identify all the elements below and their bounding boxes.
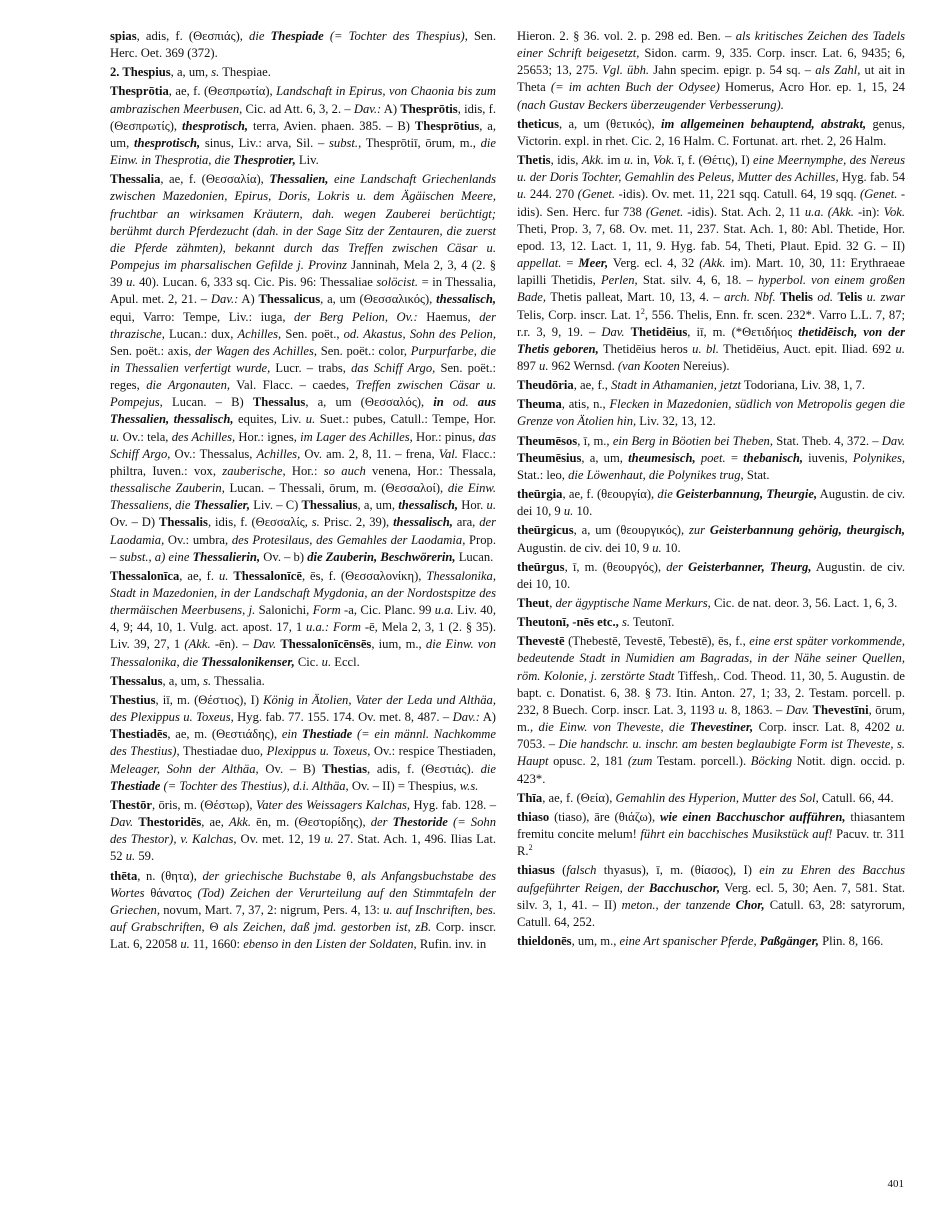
dictionary-entry: Theutonī, -nēs etc., s. Teutonī. [517,615,675,630]
dictionary-entry: Thestius, iī, m. (Θέστιος), I) König in Ätolien, Vater der Leda und Althäa, des Plexippus u. Toxeus, Hyg. fab. 77. 155. 174. Ov. met. 8, 487. – Dav.: A) Thestiadēs, ae, m. (Θεστιάδης), ein Thestiade (= ein männl. Nachkomme des Thestius), Thestiadae duo, Plexippus u. Toxeus, Ov.: respice Thestiaden, Meleager, Sohn der Althäa, Ov. – B) Thestias, adis, f. (Θεστιάς). die Thestiade (= Tochter des Thestius), d.i. Althäa, Ov. – II) = Thespius, w.s. [110,692,497,793]
dictionary-entry: Thevestē (Thebestē, Tevestē, Tebestē), ēs, f., eine erst später vorkommende, bedeutende Stadt in Numidien am Bagradas, in der Nähe seiner Quellen, röm. Kolonie, j. zerstörte Stadt Tiffesh,. Cod. Theod. 11, 30, 5. Augustin. de bapt. c. Donatist. 6, 38. § 73. Itin. Anton. 27, 1; 33, 2. Testam. porcell. p. 232, 8 Buech. Corp. inscr. Lat. 3, 1193 u. 8, 1863. – Dav. Thevestīni, ōrum, m., die Einw. von Theveste, die Thevestiner, Corp. inscr. Lat. 8, 4202 u. 7053. – Die handschr. u. inschr. am besten beglaubigte Form ist Theveste, s. Haupt opusc. 2, 181 (zum Testam. porcell.). Böcking Notit. dign. occid. p. 423*. [517,634,905,786]
dictionary-entry: spias, adis, f. (Θεσπιάς), die Thespiade (= Tochter des Thespius), Sen. Herc. Oet. 369 (372). [110,29,496,61]
dictionary-entry: Thīa, ae, f. (Θεία), Gemahlin des Hyperion, Mutter des Sol, Catull. 66, 44. [517,790,894,805]
dictionary-entry: Theudōria, ae, f., Stadt in Athamanien, jetzt Todoriana, Liv. 38, 1, 7. [517,378,866,393]
dictionary-entry: Theumēsos, ī, m., ein Berg in Böotien bei Theben, Stat. Theb. 4, 372. – Dav. Theumēsius, a, um, theumesisch, poet. = thebanisch, iuvenis, Polynikes, Stat.: leo, die Löwenhaut, die Polynikes trug, Stat. [517,433,905,482]
dictionary-entry: Thesprōtia, ae, f. (Θεσπρωτία), Landschaft in Epirus, von Chaonia bis zum ambrazischen Meerbusen, Cic. ad Att. 6, 3, 2. – Dav.: A) Thesprōtis, idis, f. (Θεσπρωτίς), thesprotisch, terra, Avien. phaen. 385. – B) Thesprōtius, a, um, thesprotisch, sinus, Liv.: arva, Sil. – subst., Thesprōtiī, ōrum, m., die Einw. in Thesprotia, die Thesprotier, Liv. [110,84,497,168]
dictionary-entry: theticus, a, um (θετικός), im allgemeinen behauptend, abstrakt, genus, Victorin. expl. in rhet. Cic. 2, 16 Halm. C. Fortunat. art. rhet. 2, 26 Halm. [517,116,905,148]
right-column [517,28,905,950]
dictionary-entry: Thetis, idis, Akk. im u. in, Vok. ī, f. (Θέτις), I) eine Meernymphe, des Nereus u. der Doris Tochter, Gemahlin des Peleus, Mutter des Achilles, Hyg. fab. 54 u. 244. 270 (Genet. -idis). Ov. met. 11, 221 sqq. Catull. 64, 19 sqq. (Genet. -idis). Sen. Herc. fur 738 (Genet. -idis). Stat. Ach. 2, 11 u.a. (Akk. -in): Vok. Theti, Prop. 3, 7, 68. Ov. met. 11, 237. Stat. Ach. 1, 80: Abl. Thetide, Hor. epod. 13, 12. Lact. 1, 11, 9. Hyg. fab. 54, Theti, Plaut. Epid. 32 G. – II) appellat. = Meer, Verg. ecl. 4, 32 (Akk. im). Mart. 10, 30, 11: Erythraeae lapilli Thetidis, Perlen, Stat. silv. 4, 6, 18. – hyperbol. von einem großen Bade, Thetis palleat, Mart. 10, 13, 4. – arch. Nbf. Thelis od. Telis u. zwar Telis, Corp. inscr. Lat. $1^2$, 556. Thelis, Enn. fr. scen. 232*. Varro L.L. 7, 87; r.r. 3, 9, 19. – Dav. Thetidēius, iī, m. (*Θετιδήιος thetidēisch, von der Thetis geboren, Thetidēius heros u. bl. Thetidēius, Auct. epit. Iliad. 692 u. 897 u. 962 Wernsd. (van Kooten Nereius). [517,153,906,373]
dictionary-entry: Thessalonīca, ae, f. u. Thessalonīcē, ēs, f. (Θεσσαλονίκη), Thessalonika, Stadt in Mazedonien, in der Landschaft Mygdonia, an der Nordostspitze des thermäischen Meerbusens, j. Salonichi, Form -a, Cic. Planc. 99 u.a. Liv. 40, 4, 9; 44, 10, 1. Vulg. act. apost. 17, 1 u.a.: Form -ē, Mela 2, 3, 1 (2. § 35). Liv. 39, 27, 1 (Akk. -ēn). – Dav. Thessalonīcēnsēs, ium, m., die Einw. von Thessalonika, die Thessalonikenser, Cic. u. Eccl. [110,568,496,669]
left-column [110,28,496,953]
dictionary-entry: Hieron. 2. § 36. vol. 2. p. 298 ed. Ben. – als kritisches Zeichen des Tadels einer Schrift beigesetzt, Sidon. carm. 9, 335. Corp. inscr. Lat. 6, 9435; 6, 25653; 13, 275. Vgl. übh. Jahn specim. epigr. p. 54 sq. – als Zahl, ut ait in Theta (= im achten Buch der Odysee) Homerus, Acro Hor. ep. 1, 15, 24 (nach Gustav Beckers überzeugender Verbesserung). [517,29,906,112]
dictionary-entry: Theuma, atis, n., Flecken in Mazedonien, südlich von Metropolis gegen die Grenze von Ätolien hin, Liv. 32, 13, 12. [517,397,905,429]
dictionary-entry: thiasus (falsch thyasus), ī, m. (θίασος), I) ein zu Ehren des Bacchus aufgeführter Reigen, der Bacchuschor, Verg. ecl. 5, 30; Aen. 7, 581. Stat. silv. 3, 1, 41. – II) meton., der tanzende Chor, Catull. 63, 28: satyrorum, Catull. 64, 252. [517,863,905,929]
dictionary-entry: Thessalus, a, um, s. Thessalia. [110,673,265,688]
dictionary-entry: Thessalia, ae, f. (Θεσσαλία), Thessalien, eine Landschaft Griechenlands zwischen Mazedonien, Epirus, Doris, Lokris u. dem Ägäischen Meere, fruchtbar an wirksamen Kräutern, dah. wegen Zauberei berüchtigt; berühmt durch Pferdezucht (dah. in der Sage Sitz der Zentauren, die zuerst die Pferde zähmten), bekannt durch das Treffen zwischen Cäsar u. Pompejus im pharsalischen Gefilde j. Provinz Janninah, Mela 2, 3, 4 (2. § 39 u. 40). Lucan. 6, 333 sq. Cic. Pis. 96: Thessaliae solöcist. = in Thessalia, Apul. met. 2, 21. – Dav.: A) Thessalicus, a, um (Θεσσαλικός), thessalisch, equi, Varro: Tempe, Liv.: iuga, der Berg Pelion, Ov.: Haemus, der thrazische, Lucan.: dux, Achilles, Sen. poët., od. Akastus, Sohn des Pelion, Sen. poët.: axis, der Wagen des Achilles, Sen. poët.: color, Purpurfarbe, die in Thessalien verfertigt wurde, Lucr. – trabs, das Schiff Argo, Sen. poët.: reges, die Argonauten, Val. Flacc. – caedes, Treffen zwischen Cäsar u. Pompejus, Lucan. – B) Thessalus, a, um (Θεσσαλός), in od. aus Thessalien, thessalisch, equites, Liv. u. Suet.: pubes, Catull.: Tempe, Hor. u. Ov.: tela, des Achilles, Hor.: ignes, im Lager des Achilles, Hor.: pinus, das Schiff Argo, Ov.: Thessalus, Achilles, Ov. am. 2, 8, 11. – frena, Val. Flacc.: philtra, Iuven.: vox, zauberische, Hor.: so auch venena, Hor.: Thessala, thessalische Zauberin, Lucan. – Thessali, ōrum, m. (Θεσσαλοί), die Einw. Thessaliens, die Thessalier, Liv. – C) Thessalius, a, um, thessalisch, Hor. u. Ov. – D) Thessalis, idis, f. (Θεσσαλίς, s. Prisc. 2, 39), thessalisch, ara, der Laodamia, Ov.: umbra, des Protesilaus, des Gemahles der Laodamia, Prop. – subst., a) eine Thessalierin, Ov. – b) die Zauberin, Beschwörerin, Lucan. [110,172,497,564]
dictionary-entry: 2. Thespius, a, um, s. Thespiae. [110,65,271,80]
page-number: 401 [887,1178,904,1190]
dictionary-entry: theūrgia, ae, f. (θεουργία), die Geisterbannung, Theurgie, Augustin. de civ. dei 10, 9 u. 10. [517,487,905,519]
dictionary-entry: Theut, der ägyptische Name Merkurs, Cic. de nat. deor. 3, 56. Lact. 1, 6, 3. [517,596,898,610]
dictionary-entry: thiaso (tiaso), āre (θιάζω), wie einen Bacchuschor aufführen, thiasantem fremitu concite melum! führt ein bacchisches Musikstück auf! Pacuv. tr. 311 R.$^2$ [517,809,906,859]
dictionary-entry: theūrgicus, a, um (θεουργικός), zur Geisterbannung gehörig, theurgisch, Augustin. de civ. dei 10, 9 u. 10. [517,523,905,555]
dictionary-entry: thieldonēs, um, m., eine Art spanischer Pferde, Paßgänger, Plin. 8, 166. [517,933,884,948]
dictionary-entry: theūrgus, ī, m. (θεουργός), der Geisterbanner, Theurg, Augustin. de civ. dei 10, 10. [517,559,906,591]
dictionary-entry: Thestōr, ōris, m. (Θέστωρ), Vater des Weissagers Kalchas, Hyg. fab. 128. – Dav. Thestoridēs, ae, Akk. ēn, m. (Θεστορίδης), der Thestoride (= Sohn des Thestor), v. Kalchas, Ov. met. 12, 19 u. 27. Stat. Ach. 1, 496. Ilias Lat. 52 u. 59. [110,797,497,864]
dictionary-entry: thēta, n. (θητα), der griechische Buchstabe θ, als Anfangsbuchstabe des Wortes θάνατος (Tod) Zeichen der Verurteilung auf den Stimmtafeln der Griechen, novum, Mart. 7, 37, 2: nigrum, Pers. 4, 13: u. auf Inschriften, bes. auf Grabschriften, Θ als Zeichen, daß jmd. gestorben ist, zB. Corp. inscr. Lat. 6, 22058 u. 11, 1660: ebenso in den Listen der Soldaten, Rufin. inv. in [110,868,497,952]
